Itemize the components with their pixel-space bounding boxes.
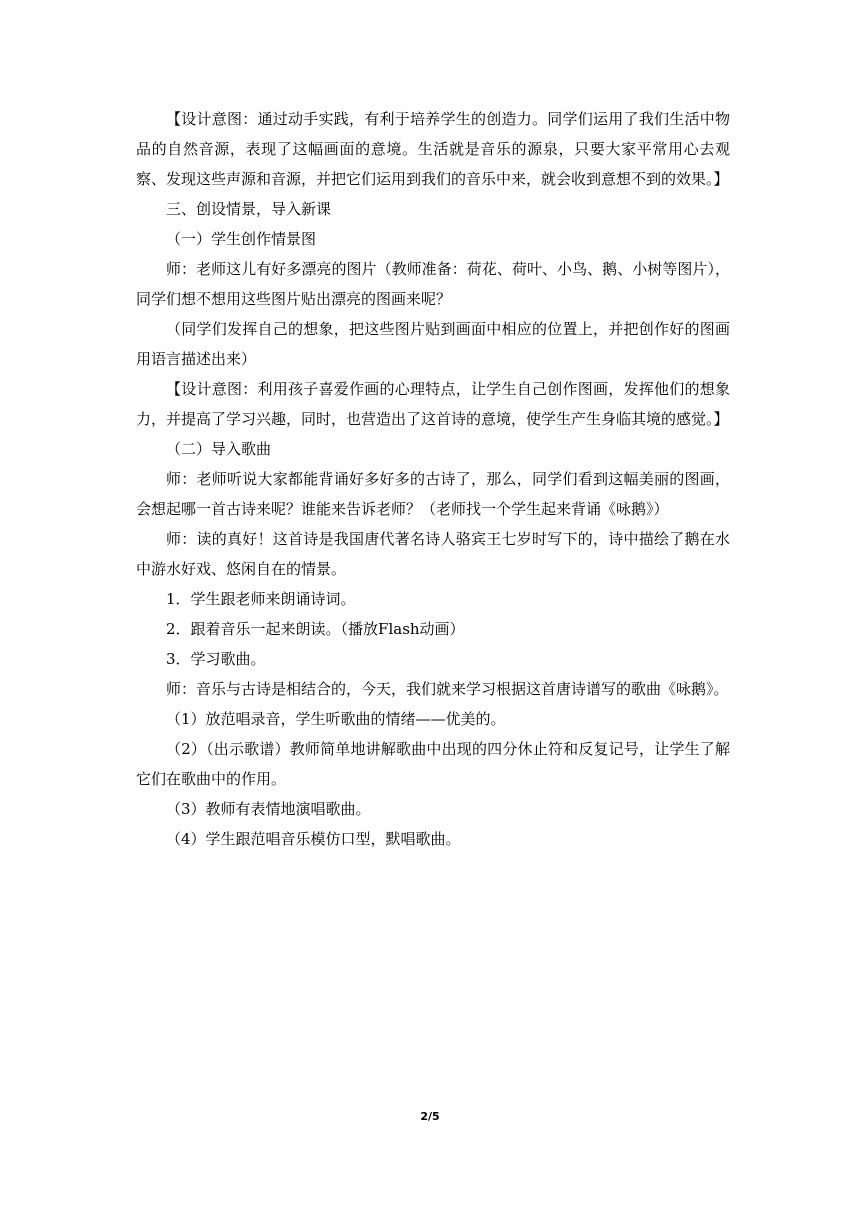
subsection-heading-2: （二）导入歌曲 — [166, 440, 272, 458]
paragraph-teacher-poem-intro: 师：读的真好！这首诗是我国唐代著名诗人骆宾王七岁时写下的，诗中描绘了鹅在水中游水好戏、悠闲自在的情景。 — [136, 530, 730, 578]
step-item-4: （4）学生跟范唱音乐模仿口型，默唱歌曲。 — [166, 830, 461, 848]
list-item-1: 1．学生跟老师来朗诵诗词。 — [166, 590, 356, 608]
step-item-3: （3）教师有表情地演唱歌曲。 — [166, 800, 371, 818]
paragraph-teacher-pictures: 师：老师这儿有好多漂亮的图片（教师准备：荷花、荷叶、小鸟、鹅、小树等图片），同学们想不想用这些图片贴出漂亮的图画来呢？ — [136, 260, 730, 308]
paragraph-design-intent-2: 【设计意图：利用孩子喜爱作画的心理特点，让学生自己创作图画，发挥他们的想象力，并提高了学习兴趣，同时，也营造出了这首诗的意境，使学生产生身临其境的感觉。】 — [136, 380, 730, 428]
subsection-heading-1: （一）学生创作情景图 — [166, 230, 317, 248]
list-item-2: 2．跟着音乐一起来朗读。（播放Flash动画） — [166, 620, 465, 638]
step-item-2: （2）（出示歌谱）教师简单地讲解歌曲中出现的四分休止符和反复记号，让学生了解它们在歌曲中的作用。 — [136, 740, 730, 788]
paragraph-teacher-poem-question: 师：老师听说大家都能背诵好多好多的古诗了，那么，同学们看到这幅美丽的图画，会想起哪一首古诗来呢？谁能来告诉老师？（老师找一个学生起来背诵《咏鹅》） — [136, 470, 730, 518]
step-item-1: （1）放范唱录音，学生听歌曲的情绪——优美的。 — [166, 710, 506, 728]
section-heading-3: 三、创设情景，导入新课 — [166, 200, 332, 218]
list-item-3: 3．学习歌曲。 — [166, 650, 266, 668]
paragraph-teacher-song-intro: 师：音乐与古诗是相结合的，今天，我们就来学习根据这首唐诗谱写的歌曲《咏鹅》。 — [166, 680, 729, 698]
paragraph-design-intent-1: 【设计意图：通过动手实践，有利于培养学生的创造力。同学们运用了我们生活中物品的自然音源，表现了这幅画面的意境。生活就是音乐的源泉，只要大家平常用心去观察、发现这些声源和音源，并把它们运用到我们的音乐中来，就会收到意想不到的效果。】 — [136, 110, 730, 188]
page-number: 2/5 — [420, 1110, 440, 1123]
paragraph-student-activity: （同学们发挥自己的想象，把这些图片贴到画面中相应的位置上，并把创作好的图画用语言描述出来） — [136, 320, 730, 368]
document-body — [136, 104, 730, 854]
